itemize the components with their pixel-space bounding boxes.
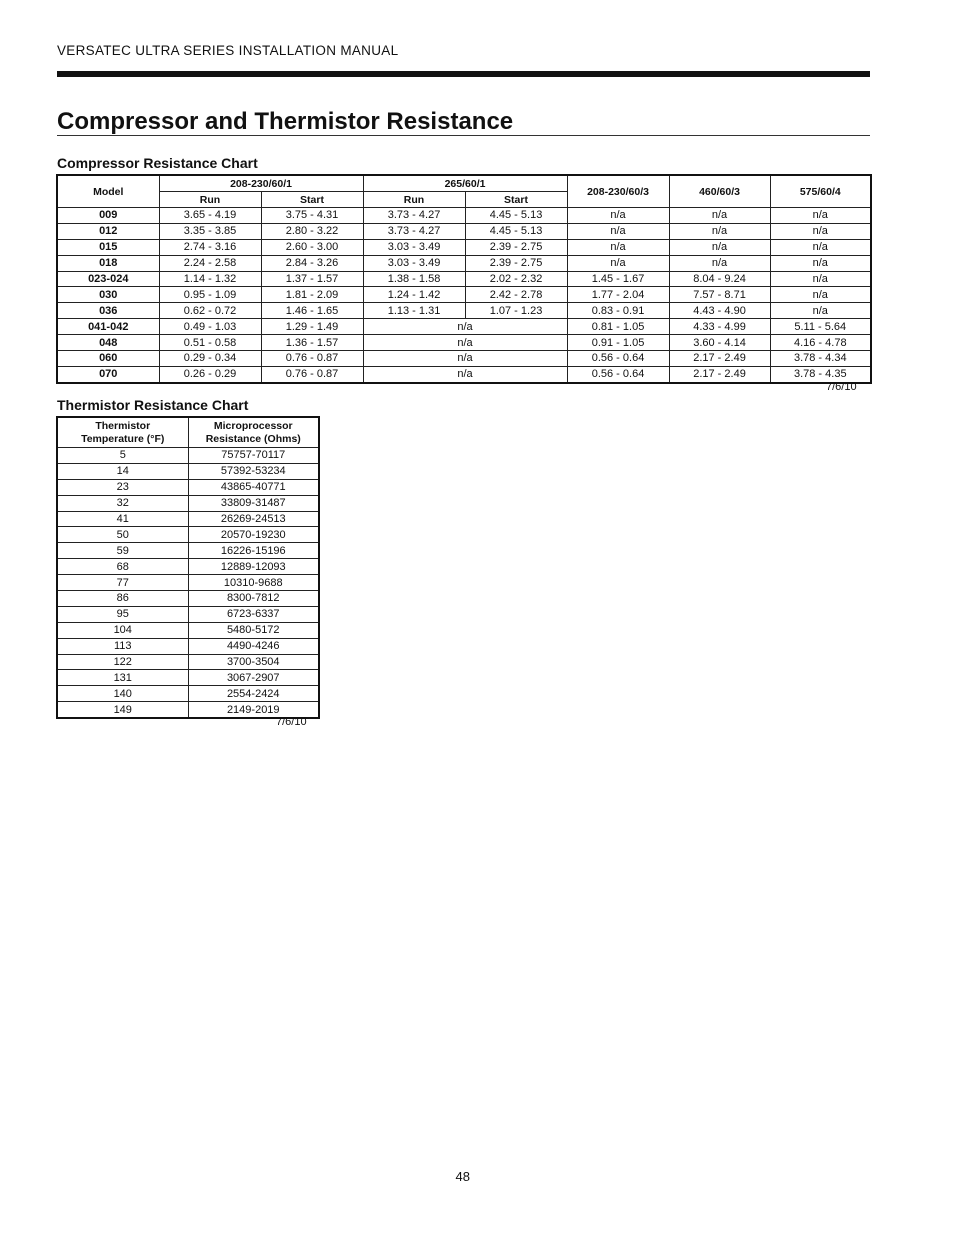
cell-model: 018 bbox=[57, 255, 159, 271]
cell-start-1: 0.76 - 0.87 bbox=[261, 366, 363, 382]
cell-460-60-3: n/a bbox=[669, 255, 770, 271]
cell-model: 048 bbox=[57, 335, 159, 351]
table-row bbox=[57, 255, 871, 271]
thermistor-table-body bbox=[57, 448, 319, 719]
cell-575-60-4: 4.16 - 4.78 bbox=[770, 335, 871, 351]
table-row bbox=[57, 319, 871, 335]
cell-resistance: 4490-4246 bbox=[188, 638, 319, 654]
cell-resistance: 5480-5172 bbox=[188, 622, 319, 638]
cell-run-1: 2.24 - 2.58 bbox=[159, 255, 261, 271]
table-row bbox=[57, 559, 319, 575]
table-row bbox=[57, 606, 319, 622]
cell-575-60-4: n/a bbox=[770, 208, 871, 224]
cell-run-2: 1.13 - 1.31 bbox=[363, 303, 465, 319]
cell-temperature: 140 bbox=[57, 686, 188, 702]
table-row bbox=[57, 575, 319, 591]
table-row bbox=[57, 527, 319, 543]
cell-run-2: 3.03 - 3.49 bbox=[363, 239, 465, 255]
cell-resistance: 2149-2019 bbox=[188, 702, 319, 718]
table-row bbox=[57, 686, 319, 702]
cell-temperature: 68 bbox=[57, 559, 188, 575]
cell-208-230-60-3: 1.77 - 2.04 bbox=[567, 287, 669, 303]
header-460-60-3: 460/60/3 bbox=[669, 175, 770, 208]
header-rule bbox=[57, 71, 870, 77]
cell-temperature: 104 bbox=[57, 622, 188, 638]
cell-575-60-4: 3.78 - 4.34 bbox=[770, 351, 871, 367]
table-row bbox=[57, 271, 871, 287]
table-row bbox=[57, 670, 319, 686]
table-row bbox=[57, 495, 319, 511]
cell-run-2: 3.03 - 3.49 bbox=[363, 255, 465, 271]
cell-208-230-60-3: n/a bbox=[567, 208, 669, 224]
header-start-1: Start bbox=[261, 192, 363, 208]
header-575-60-4: 575/60/4 bbox=[770, 175, 871, 208]
table-row bbox=[57, 208, 871, 224]
cell-resistance: 3700-3504 bbox=[188, 654, 319, 670]
cell-temperature: 122 bbox=[57, 654, 188, 670]
cell-265-60-1-merged: n/a bbox=[363, 366, 567, 382]
table-row bbox=[57, 366, 871, 382]
cell-start-2: 1.07 - 1.23 bbox=[465, 303, 567, 319]
cell-resistance: 6723-6337 bbox=[188, 606, 319, 622]
cell-start-1: 1.37 - 1.57 bbox=[261, 271, 363, 287]
header-run-1: Run bbox=[159, 192, 261, 208]
table-row bbox=[57, 303, 871, 319]
cell-265-60-1-merged: n/a bbox=[363, 319, 567, 335]
table-row bbox=[57, 223, 871, 239]
cell-run-2: 1.24 - 1.42 bbox=[363, 287, 465, 303]
manual-header: VERSATEC ULTRA SERIES INSTALLATION MANUAL bbox=[57, 43, 399, 58]
cell-460-60-3: n/a bbox=[669, 239, 770, 255]
cell-temperature: 77 bbox=[57, 575, 188, 591]
cell-resistance: 2554-2424 bbox=[188, 686, 319, 702]
cell-resistance: 12889-12093 bbox=[188, 559, 319, 575]
cell-460-60-3: 7.57 - 8.71 bbox=[669, 287, 770, 303]
header-265-60-1: 265/60/1 bbox=[363, 175, 567, 192]
cell-575-60-4: 3.78 - 4.35 bbox=[770, 366, 871, 382]
cell-temperature: 23 bbox=[57, 479, 188, 495]
table-row bbox=[57, 511, 319, 527]
cell-model: 023-024 bbox=[57, 271, 159, 287]
cell-run-2: 3.73 - 4.27 bbox=[363, 208, 465, 224]
cell-model: 041-042 bbox=[57, 319, 159, 335]
cell-temperature: 50 bbox=[57, 527, 188, 543]
cell-run-1: 0.26 - 0.29 bbox=[159, 366, 261, 382]
cell-start-2: 2.02 - 2.32 bbox=[465, 271, 567, 287]
cell-resistance: 8300-7812 bbox=[188, 591, 319, 607]
cell-460-60-3: n/a bbox=[669, 223, 770, 239]
cell-start-2: 4.45 - 5.13 bbox=[465, 208, 567, 224]
cell-run-1: 3.65 - 4.19 bbox=[159, 208, 261, 224]
compressor-date-note: 7/6/10 bbox=[826, 381, 857, 393]
cell-start-2: 2.39 - 2.75 bbox=[465, 255, 567, 271]
cell-resistance: 3067-2907 bbox=[188, 670, 319, 686]
cell-run-1: 0.62 - 0.72 bbox=[159, 303, 261, 319]
cell-460-60-3: 3.60 - 4.14 bbox=[669, 335, 770, 351]
cell-start-1: 1.46 - 1.65 bbox=[261, 303, 363, 319]
table-row bbox=[57, 591, 319, 607]
cell-resistance: 33809-31487 bbox=[188, 495, 319, 511]
cell-208-230-60-3: 0.56 - 0.64 bbox=[567, 351, 669, 367]
cell-temperature: 131 bbox=[57, 670, 188, 686]
cell-start-1: 1.29 - 1.49 bbox=[261, 319, 363, 335]
cell-resistance: 16226-15196 bbox=[188, 543, 319, 559]
table-row bbox=[57, 463, 319, 479]
cell-575-60-4: 5.11 - 5.64 bbox=[770, 319, 871, 335]
cell-temperature: 113 bbox=[57, 638, 188, 654]
cell-start-1: 3.75 - 4.31 bbox=[261, 208, 363, 224]
cell-model: 060 bbox=[57, 351, 159, 367]
cell-temperature: 86 bbox=[57, 591, 188, 607]
cell-265-60-1-merged: n/a bbox=[363, 335, 567, 351]
title-rule bbox=[57, 135, 870, 136]
cell-run-2: 3.73 - 4.27 bbox=[363, 223, 465, 239]
cell-start-1: 2.80 - 3.22 bbox=[261, 223, 363, 239]
cell-temperature: 59 bbox=[57, 543, 188, 559]
header-208-230-60-1: 208-230/60/1 bbox=[159, 175, 363, 192]
cell-208-230-60-3: n/a bbox=[567, 239, 669, 255]
thermistor-resistance-table bbox=[56, 416, 320, 719]
header-run-2: Run bbox=[363, 192, 465, 208]
header-res-line1: Microprocessor bbox=[213, 419, 293, 432]
cell-run-1: 0.49 - 1.03 bbox=[159, 319, 261, 335]
cell-start-2: 2.42 - 2.78 bbox=[465, 287, 567, 303]
cell-resistance: 26269-24513 bbox=[188, 511, 319, 527]
cell-575-60-4: n/a bbox=[770, 223, 871, 239]
cell-460-60-3: 4.33 - 4.99 bbox=[669, 319, 770, 335]
compressor-chart-title: Compressor Resistance Chart bbox=[57, 155, 258, 171]
cell-575-60-4: n/a bbox=[770, 303, 871, 319]
cell-model: 012 bbox=[57, 223, 159, 239]
header-thermistor-temperature bbox=[57, 417, 188, 448]
thermistor-date-note: 7/6/10 bbox=[276, 716, 307, 728]
cell-temperature: 5 bbox=[57, 448, 188, 464]
cell-208-230-60-3: 0.83 - 0.91 bbox=[567, 303, 669, 319]
cell-temperature: 14 bbox=[57, 463, 188, 479]
cell-resistance: 10310-9688 bbox=[188, 575, 319, 591]
cell-start-1: 1.81 - 2.09 bbox=[261, 287, 363, 303]
cell-575-60-4: n/a bbox=[770, 287, 871, 303]
cell-run-1: 2.74 - 3.16 bbox=[159, 239, 261, 255]
cell-460-60-3: 2.17 - 2.49 bbox=[669, 351, 770, 367]
cell-start-1: 2.60 - 3.00 bbox=[261, 239, 363, 255]
cell-run-1: 1.14 - 1.32 bbox=[159, 271, 261, 287]
cell-start-2: 2.39 - 2.75 bbox=[465, 239, 567, 255]
cell-resistance: 75757-70117 bbox=[188, 448, 319, 464]
cell-460-60-3: 4.43 - 4.90 bbox=[669, 303, 770, 319]
cell-208-230-60-3: 1.45 - 1.67 bbox=[567, 271, 669, 287]
cell-208-230-60-3: 0.56 - 0.64 bbox=[567, 366, 669, 382]
cell-model: 009 bbox=[57, 208, 159, 224]
cell-temperature: 95 bbox=[57, 606, 188, 622]
table-row bbox=[57, 479, 319, 495]
cell-resistance: 20570-19230 bbox=[188, 527, 319, 543]
cell-run-1: 0.29 - 0.34 bbox=[159, 351, 261, 367]
cell-460-60-3: 8.04 - 9.24 bbox=[669, 271, 770, 287]
cell-575-60-4: n/a bbox=[770, 255, 871, 271]
header-start-2: Start bbox=[465, 192, 567, 208]
cell-208-230-60-3: 0.81 - 1.05 bbox=[567, 319, 669, 335]
table-row bbox=[57, 543, 319, 559]
table-row bbox=[57, 239, 871, 255]
table-row bbox=[57, 654, 319, 670]
header-temp-line2: Temperature (°F) bbox=[81, 432, 165, 445]
cell-run-1: 0.95 - 1.09 bbox=[159, 287, 261, 303]
cell-resistance: 57392-53234 bbox=[188, 463, 319, 479]
page-title: Compressor and Thermistor Resistance bbox=[57, 108, 514, 135]
cell-run-1: 3.35 - 3.85 bbox=[159, 223, 261, 239]
page-number bbox=[0, 1169, 924, 1184]
header-208-230-60-3: 208-230/60/3 bbox=[567, 175, 669, 208]
compressor-table-body bbox=[57, 208, 871, 383]
cell-start-1: 2.84 - 3.26 bbox=[261, 255, 363, 271]
cell-temperature: 32 bbox=[57, 495, 188, 511]
cell-460-60-3: 2.17 - 2.49 bbox=[669, 366, 770, 382]
header-res-line2: Resistance (Ohms) bbox=[205, 432, 301, 445]
table-row bbox=[57, 335, 871, 351]
cell-model: 036 bbox=[57, 303, 159, 319]
cell-temperature: 41 bbox=[57, 511, 188, 527]
header-temp-line1: Thermistor bbox=[95, 419, 151, 432]
table-row bbox=[57, 351, 871, 367]
page-number-text: 48 bbox=[455, 1169, 470, 1184]
cell-model: 070 bbox=[57, 366, 159, 382]
cell-575-60-4: n/a bbox=[770, 239, 871, 255]
header-microprocessor-resistance bbox=[188, 417, 319, 448]
cell-model: 015 bbox=[57, 239, 159, 255]
cell-start-1: 1.36 - 1.57 bbox=[261, 335, 363, 351]
cell-575-60-4: n/a bbox=[770, 271, 871, 287]
cell-265-60-1-merged: n/a bbox=[363, 351, 567, 367]
cell-208-230-60-3: n/a bbox=[567, 223, 669, 239]
thermistor-chart-title: Thermistor Resistance Chart bbox=[57, 397, 249, 413]
table-row bbox=[57, 287, 871, 303]
cell-model: 030 bbox=[57, 287, 159, 303]
cell-start-2: 4.45 - 5.13 bbox=[465, 223, 567, 239]
cell-temperature: 149 bbox=[57, 702, 188, 718]
cell-run-2: 1.38 - 1.58 bbox=[363, 271, 465, 287]
header-model: Model bbox=[57, 175, 159, 208]
cell-resistance: 43865-40771 bbox=[188, 479, 319, 495]
cell-start-1: 0.76 - 0.87 bbox=[261, 351, 363, 367]
table-row bbox=[57, 448, 319, 464]
cell-208-230-60-3: n/a bbox=[567, 255, 669, 271]
cell-run-1: 0.51 - 0.58 bbox=[159, 335, 261, 351]
cell-460-60-3: n/a bbox=[669, 208, 770, 224]
table-row bbox=[57, 622, 319, 638]
table-row bbox=[57, 638, 319, 654]
compressor-resistance-table bbox=[56, 174, 872, 384]
cell-208-230-60-3: 0.91 - 1.05 bbox=[567, 335, 669, 351]
